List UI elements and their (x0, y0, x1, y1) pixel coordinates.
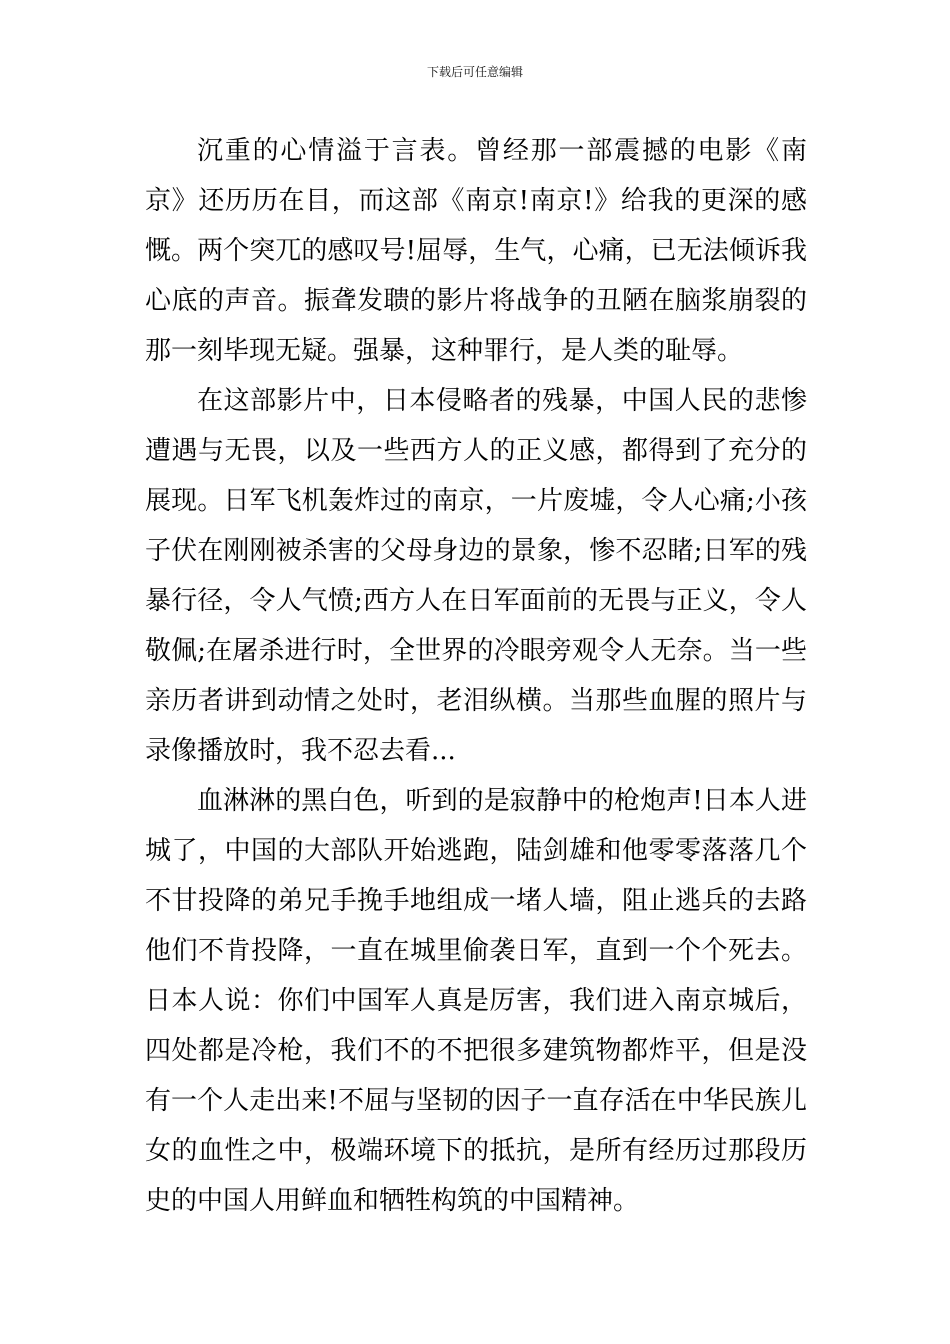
page-header-note: 下载后可任意编辑 (426, 65, 523, 79)
document-body (145, 126, 807, 1226)
paragraph-2: 在这部影片中，日本侵略者的残暴，中国人民的悲惨遭遇与无畏，以及一些西方人的正义感，都得到了充分的展现。日军飞机轰炸过的南京，一片废墟，令人心痛;小孩子伏在刚刚被杀害的父母身边的景象，惨不忍睹;日军的残暴行径，令人气愤;西方人在日军面前的无畏与正义，令人敬佩;在屠杀进行时，全世界的冷眼旁观令人无奈。当一些亲历者讲到动情之处时，老泪纵横。当那些血腥的照片与录像播放时，我不忍去看... (145, 386, 807, 766)
paragraph-1: 沉重的心情溢于言表。曾经那一部震撼的电影《南京》还历历在目，而这部《南京!南京!》给我的更深的感慨。两个突兀的感叹号!屈辱，生气，心痛，已无法倾诉我心底的声音。振聋发聩的影片将战争的丑陋在脑浆崩裂的那一刻毕现无疑。强暴，这种罪行，是人类的耻辱。 (145, 136, 807, 366)
paragraph-3: 血淋淋的黑白色，听到的是寂静中的枪炮声!日本人进城了，中国的大部队开始逃跑，陆剑雄和他零零落落几个不甘投降的弟兄手挽手地组成一堵人墙，阻止逃兵的去路他们不肯投降，一直在城里偷袭日军，直到一个个死去。日本人说：你们中国军人真是厉害，我们进入南京城后，四处都是冷枪，我们不的不把很多建筑物都炸平，但是没有一个人走出来!不屈与坚韧的因子一直存活在中华民族儿女的血性之中，极端环境下的抵抗，是所有经历过那段历史的中国人用鲜血和牺牲构筑的中国精神。 (145, 786, 807, 1216)
